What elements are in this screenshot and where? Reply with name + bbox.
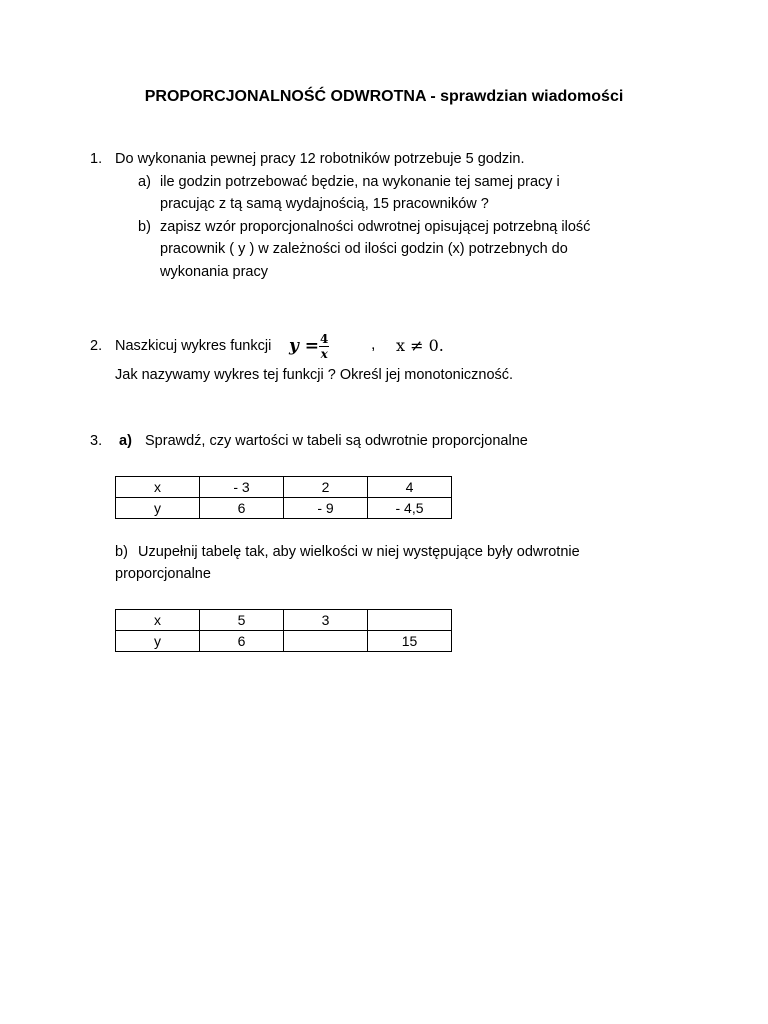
- table-cell: y: [116, 498, 200, 519]
- table-cell: 6: [200, 631, 284, 652]
- table-cell: - 4,5: [368, 498, 452, 519]
- table-cell: 6: [200, 498, 284, 519]
- formula-y: y =: [289, 336, 320, 356]
- page-title: PROPORCJONALNOŚĆ ODWROTNA - sprawdzian wiadomości: [144, 88, 624, 105]
- table-row: [116, 610, 452, 631]
- table-cell: 15: [368, 631, 452, 652]
- question-1a-line-1: ile godzin potrzebować będzie, na wykonanie tej samej pracy i: [160, 174, 560, 190]
- function-formula: [289, 326, 329, 366]
- question-1a-line-2: pracując z tą samą wydajnością, 15 pracowników ?: [160, 196, 489, 212]
- question-1a-label: a): [138, 174, 151, 190]
- table-1: [115, 476, 452, 519]
- table-row: [116, 477, 452, 498]
- question-3b-label: b): [115, 544, 128, 560]
- table-cell: [368, 610, 452, 631]
- formula-fraction: [319, 333, 329, 360]
- question-3a-text: Sprawdź, czy wartości w tabeli są odwrotnie proporcjonalne: [145, 433, 528, 449]
- question-1b-label: b): [138, 219, 151, 235]
- formula-condition: x ≠ 0.: [396, 336, 444, 355]
- question-3b-line-2: proporcjonalne: [115, 566, 211, 582]
- question-1b-line-2: pracownik ( y ) w zależności od ilości godzin (x) potrzebnych do: [160, 241, 568, 257]
- formula-numerator: 4: [320, 331, 329, 346]
- question-2-number: 2.: [90, 338, 103, 354]
- table-cell: 2: [284, 477, 368, 498]
- table-2: [115, 609, 452, 652]
- question-3b-line-1: Uzupełnij tabelę tak, aby wielkości w niej występujące były odwrotnie: [138, 544, 580, 560]
- table-cell: - 3: [200, 477, 284, 498]
- question-3-number: 3.: [90, 433, 103, 449]
- formula-denominator: x: [320, 346, 328, 361]
- question-1-number: 1.: [90, 151, 103, 167]
- question-1b-line-3: wykonania pracy: [160, 264, 268, 280]
- table-row: [116, 631, 452, 652]
- formula-separator: ,: [371, 336, 376, 353]
- table-cell: 3: [284, 610, 368, 631]
- table-cell: x: [116, 477, 200, 498]
- table-cell: x: [116, 610, 200, 631]
- table-cell: [284, 631, 368, 652]
- question-1-text: Do wykonania pewnej pracy 12 robotników potrzebuje 5 godzin.: [115, 151, 525, 167]
- table-row: [116, 498, 452, 519]
- question-3a-label: a): [119, 433, 132, 449]
- question-2-line-2: Jak nazywamy wykres tej funkcji ? Określ jej monotoniczność.: [115, 367, 514, 383]
- table-cell: 5: [200, 610, 284, 631]
- question-2-text: Naszkicuj wykres funkcji: [115, 338, 272, 354]
- table-cell: 4: [368, 477, 452, 498]
- table-cell: y: [116, 631, 200, 652]
- question-1b-line-1: zapisz wzór proporcjonalności odwrotnej opisującej potrzebną ilość: [160, 219, 591, 235]
- table-cell: - 9: [284, 498, 368, 519]
